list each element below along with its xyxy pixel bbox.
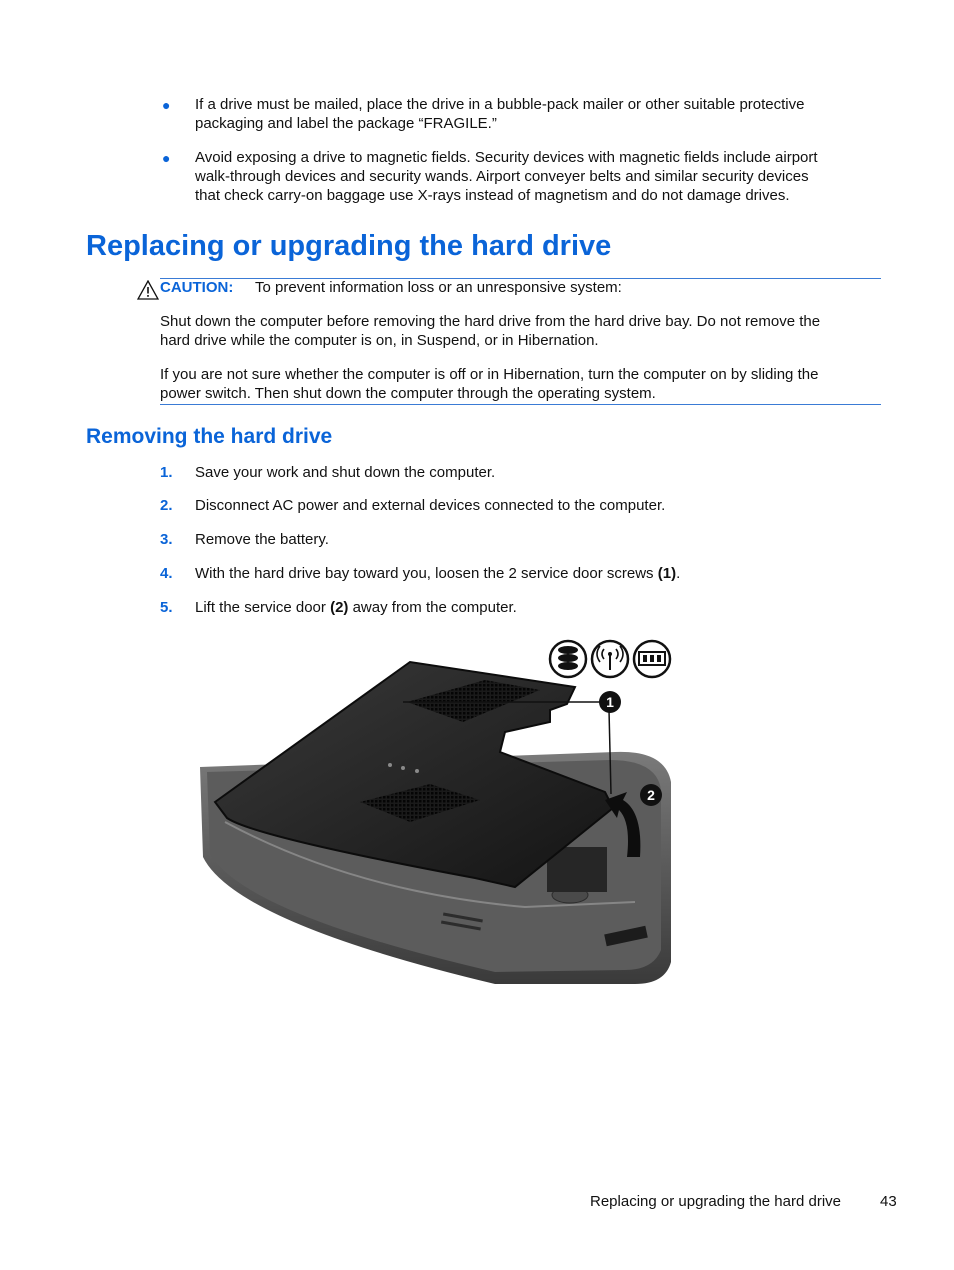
bullet-line: walk-through devices and security wands. Airport conveyer belts and similar security devices: [195, 168, 809, 185]
wireless-icon: [592, 641, 628, 677]
caution-bottom-rule: [160, 404, 881, 405]
bullet-icon: ●: [162, 150, 171, 166]
callout-2-label: 2: [647, 787, 655, 803]
footer-section-title: Replacing or upgrading the hard drive: [590, 1193, 841, 1210]
step-text-part: With the hard drive bay toward you, loosen the 2 service door screws: [195, 565, 658, 582]
step-number: 5.: [160, 599, 173, 616]
caution-text: To prevent information loss or an unresponsive system:: [255, 279, 622, 296]
caution-line: hard drive while the computer is on, in Suspend, or in Hibernation.: [160, 332, 599, 349]
caution-paragraph-1: [160, 312, 875, 350]
step-text: [195, 598, 517, 617]
hard-drive-icon: [550, 641, 586, 677]
callout-1-label: 1: [606, 694, 614, 710]
page-number: 43: [880, 1193, 897, 1210]
step-text: Remove the battery.: [195, 531, 329, 548]
caution-paragraph-2: [160, 365, 875, 403]
section-title: Replacing or upgrading the hard drive: [86, 230, 612, 262]
step-number: 4.: [160, 565, 173, 582]
warning-icon: [137, 280, 159, 300]
bullet-icon: ●: [162, 97, 171, 113]
step-text-part: Lift the service door: [195, 599, 331, 616]
bullet-line: packaging and label the package “FRAGILE.”: [195, 115, 497, 132]
caution-line: power switch. Then shut down the computer through the operating system.: [160, 385, 656, 402]
memory-icon: [634, 641, 670, 677]
step-text: Save your work and shut down the computer.: [195, 464, 496, 481]
step-text-part: away from the computer.: [348, 599, 517, 616]
bullet-line: that check carry-on baggage use X-rays instead of magnetism and do not damage drives.: [195, 187, 790, 204]
subsection-title: Removing the hard drive: [86, 425, 333, 448]
bullet-text-magnetic: [195, 148, 885, 205]
bullet-text-mailing: [195, 95, 885, 133]
callout-ref: (2): [330, 599, 349, 616]
step-number: 3.: [160, 531, 173, 548]
caution-label: CAUTION:: [160, 279, 234, 296]
step-text: [195, 564, 680, 583]
step-number: 2.: [160, 497, 173, 514]
callout-ref: (1): [657, 565, 677, 582]
bullet-line: Avoid exposing a drive to magnetic fields. Security devices with magnetic fields include airport: [195, 149, 818, 166]
step-text-part: .: [676, 565, 681, 582]
step-text: Disconnect AC power and external devices connected to the computer.: [195, 497, 666, 514]
step-number: 1.: [160, 464, 173, 481]
bullet-line: If a drive must be mailed, place the drive in a bubble-pack mailer or other suitable protective: [195, 96, 805, 113]
caution-line: Shut down the computer before removing the hard drive from the hard drive bay. Do not remove the: [160, 313, 821, 330]
caution-line: If you are not sure whether the computer is off or in Hibernation, turn the computer on by sliding the: [160, 366, 819, 383]
service-door-illustration: [195, 632, 680, 992]
